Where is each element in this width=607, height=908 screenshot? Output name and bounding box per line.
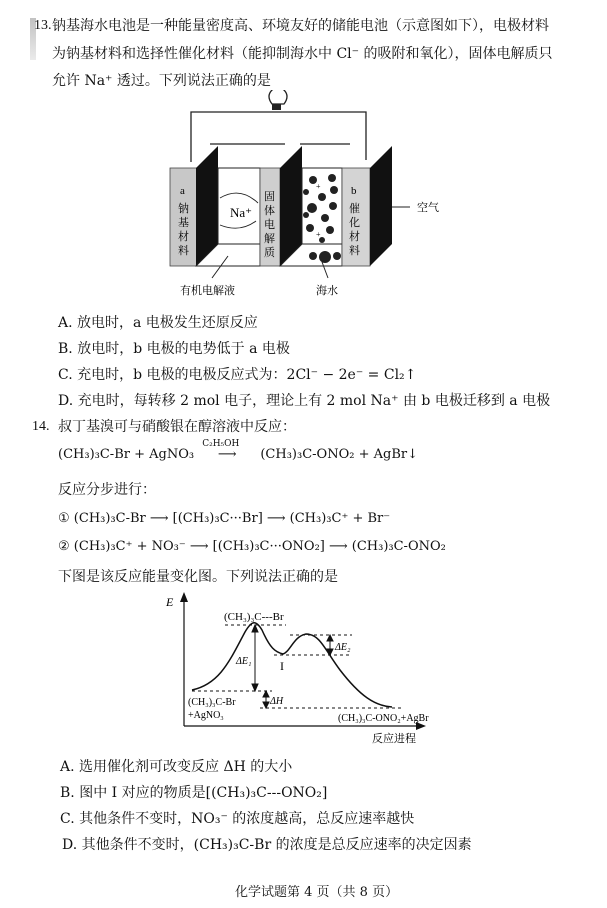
svg-text:料: 料	[178, 245, 189, 257]
sodium-ion-label: Na⁺	[230, 205, 253, 220]
svg-text:材: 材	[178, 231, 189, 243]
intermediate-label: I	[280, 659, 284, 673]
q13-option-d[interactable]: D. 充电时，每转移 2 mol 电子，理论上有 2 mol Na⁺ 由 b 电极迁移到 a 电极	[58, 393, 551, 409]
svg-text:+: +	[316, 230, 321, 239]
q13-option-b[interactable]: B. 放电时，b 电极的电势低于 a 电极	[58, 341, 290, 357]
svg-text:催: 催	[349, 203, 360, 215]
svg-text:+: +	[316, 182, 321, 191]
q14-option-b[interactable]: B. 图中 I 对应的物质是[(CH₃)₃C---ONO₂]	[60, 785, 328, 801]
svg-text:钠: 钠	[178, 203, 189, 215]
question-stem: 叔丁基溴可与硝酸银在醇溶液中反应：	[58, 419, 296, 435]
question-number: 14.	[32, 419, 50, 434]
seawater-label: 海水	[316, 285, 338, 297]
reaction-left: (CH₃)₃C-Br + AgNO₃	[58, 447, 195, 462]
overall-reaction	[58, 439, 418, 464]
reactant-label-1: (CH₃)₃C-Br	[188, 697, 236, 708]
q14-option-d[interactable]: D. 其他条件不变时，(CH₃)₃C-Br 的浓度是总反应速率的决定因素	[62, 837, 472, 853]
svg-text:化: 化	[349, 217, 360, 229]
svg-text:解: 解	[264, 233, 275, 245]
product-label: (CH₃)₃C-ONO₂+AgBr	[338, 713, 429, 724]
electrode-b-label: b	[351, 185, 357, 197]
electrode-a-label: a	[180, 185, 185, 197]
q14-option-a[interactable]: A. 选用催化剂可改变反应 ΔH 的大小	[60, 759, 293, 775]
bulb-icon	[269, 90, 287, 110]
svg-text:基: 基	[178, 217, 189, 229]
q13-option-a[interactable]: A. 放电时，a 电极发生还原反应	[58, 315, 258, 331]
solid-electrolyte-text	[264, 190, 275, 259]
question-stem-line-3: 允许 Na⁺ 透过。下列说法正确的是	[52, 73, 271, 89]
svg-text:体: 体	[264, 205, 275, 217]
delta-e1-label: ΔE₁	[236, 656, 252, 667]
organic-electrolyte-label: 有机电解液	[180, 285, 235, 297]
reaction-right: (CH₃)₃C-ONO₂ + AgBr↓	[260, 447, 418, 462]
transition-state-label: (CH₃)₃C---Br	[224, 611, 284, 623]
energy-diagram	[160, 590, 460, 750]
svg-text:电: 电	[264, 219, 275, 231]
air-label: 空气	[417, 202, 439, 214]
reaction-arrow-icon: ⟶	[217, 447, 237, 462]
q13-option-c[interactable]: C. 充电时，b 电极的电极反应式为：2Cl⁻ − 2e⁻ = Cl₂↑	[58, 367, 417, 383]
svg-text:材: 材	[349, 231, 360, 243]
delta-h-label: ΔH	[270, 696, 284, 707]
y-axis-label: E	[166, 595, 174, 609]
svg-text:质: 质	[264, 247, 275, 259]
reaction-condition: C₂H₅OH	[202, 439, 240, 449]
x-axis-label: 反应进程	[372, 733, 416, 745]
figure-intro: 下图是该反应能量变化图。下列说法正确的是	[58, 569, 338, 585]
reaction-step-1: ① (CH₃)₃C-Br ⟶ [(CH₃)₃C···Br] ⟶ (CH₃)₃C⁺ + Br⁻	[58, 511, 391, 526]
delta-e2-label: ΔE₂	[335, 642, 351, 653]
steps-intro: 反应分步进行：	[58, 482, 156, 498]
svg-text:固: 固	[264, 191, 275, 203]
battery-diagram	[150, 90, 470, 310]
question-number: 13.	[34, 18, 52, 33]
reaction-step-2: ② (CH₃)₃C⁺ + NO₃⁻ ⟶ [(CH₃)₃C···ONO₂] ⟶ (CH₃)₃C-ONO₂	[58, 539, 446, 554]
q14-option-c[interactable]: C. 其他条件不变时，NO₃⁻ 的浓度越高，总反应速率越快	[60, 811, 415, 827]
question-stem-line-1: 钠基海水电池是一种能量密度高、环境友好的储能电池（示意图如下），电极材料	[52, 18, 549, 34]
reactant-label-2: +AgNO₃	[188, 710, 224, 721]
page-footer: 化学试题第 4 页（共 8 页）	[235, 885, 399, 900]
question-stem-line-2: 为钠基材料和选择性催化材料（能抑制海水中 Cl⁻ 的吸附和氧化），固体电解质只	[52, 46, 553, 62]
svg-text:料: 料	[349, 245, 360, 257]
